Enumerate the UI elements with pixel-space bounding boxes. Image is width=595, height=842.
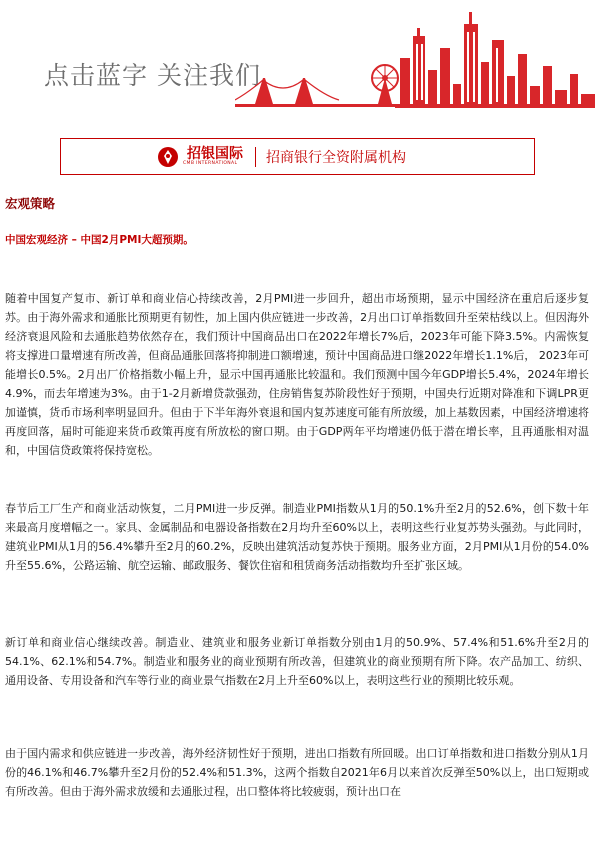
cmbi-logo-icon (157, 146, 179, 168)
logo-wordmark (183, 147, 243, 167)
section-title: 宏观策略 (5, 196, 56, 211)
paragraph: 由于国内需求和供应链进一步改善，海外经济韧性好于预期，进出口指数有所回暖。出口订单指数和进口指数分别从1月份的46.1%和46.7%攀升至2月份的52.4%和51.3%，这两个指数自2021年6月以来首次反弹至50%以上，出口短期或有所改善。但由于海外需求放缓和去通胀过程，出口整体将比较疲弱，预计出口在 (5, 747, 589, 798)
logo-banner (60, 138, 535, 175)
paragraph: 春节后工厂生产和商业活动恢复，二月PMI进一步反弹。制造业PMI指数从1月的50.1%升至2月的52.6%，创下数十年来最高月度增幅之一。家具、金属制品和电器设备指数在2月均升至60%以上，表明这些行业复苏势头强劲。与此同时，建筑业PMI从1月的56.4%攀升至2月的60.2%，反映出建筑活动复苏快于预期。服务业方面，2月PMI从1月份的54.0%升至55.6%，公路运输、航空运输、邮政服务、餐饮住宿和租赁商务活动指数均升至扩张区域。 (5, 502, 589, 572)
logo-divider (255, 147, 256, 167)
paragraph: 新订单和商业信心继续改善。制造业、建筑业和服务业新订单指数分别由1月的50.9%、57.4%和51.6%升至2月的54.1%、62.1%和54.7%。制造业和服务业的商业预期有所改善，但建筑业的商业预期有所下降。农产品加工、纺织、通用设备、专用设备和汽车等行业的商业景气指数在2月上升至60%以上，表明这些行业的预期比较乐观。 (5, 636, 589, 687)
banner-title[interactable]: 点击蓝字 关注我们 (44, 61, 261, 90)
logo-name-en: CMB INTERNATIONAL (183, 160, 238, 166)
skyline-illustration (235, 0, 595, 128)
article-subtitle: 中国宏观经济 – 中国2月PMI大超预期。 (5, 234, 194, 246)
logo-tagline: 招商银行全资附属机构 (266, 149, 406, 166)
paragraph: 随着中国复产复市、新订单和商业信心持续改善，2月PMI进一步回升，超出市场预期，显示中国经济在重启后逐步复苏。由于海外需求和通胀比预期更有韧性，加上国内供应链进一步改善，2月出口订单指数回升至荣枯线以上。但因海外经济衰退风险和去通胀趋势依然存在，我们预计中国商品出口在2022年增长7%后，2023年可能下降3.5%。内需恢复将支撑进口量增速有所改善，但商品通胀回落将抑制进口额增速，预计中国商品进口继2022年增长1.1%后， 2023年可能增长0.5%。2月出厂价格指数小幅上升，显示中国再通胀比较温和。我们预测中国今年GDP增长5.4%，2024年增长4.9%，而去年增速为3%。由于1-2月新增贷款强劲，住房销售复苏阶段性好于预期，中国央行近期对降准和下调LPR更加谨慎，货币市场利率明显回升。但由于下半年海外衰退和国内复苏速度可能有所放缓，加上基数因素，中国经济增速将再度回落，届时可能迎来货币政策再度有所放松的窗口期。由于GDP两年平均增速仍低于潜在增长率，且再通胀相对温和，中国信贷政策将保持宽松。 (5, 292, 589, 457)
logo-name-cn: 招银国际 (187, 145, 243, 162)
banner (0, 0, 595, 128)
